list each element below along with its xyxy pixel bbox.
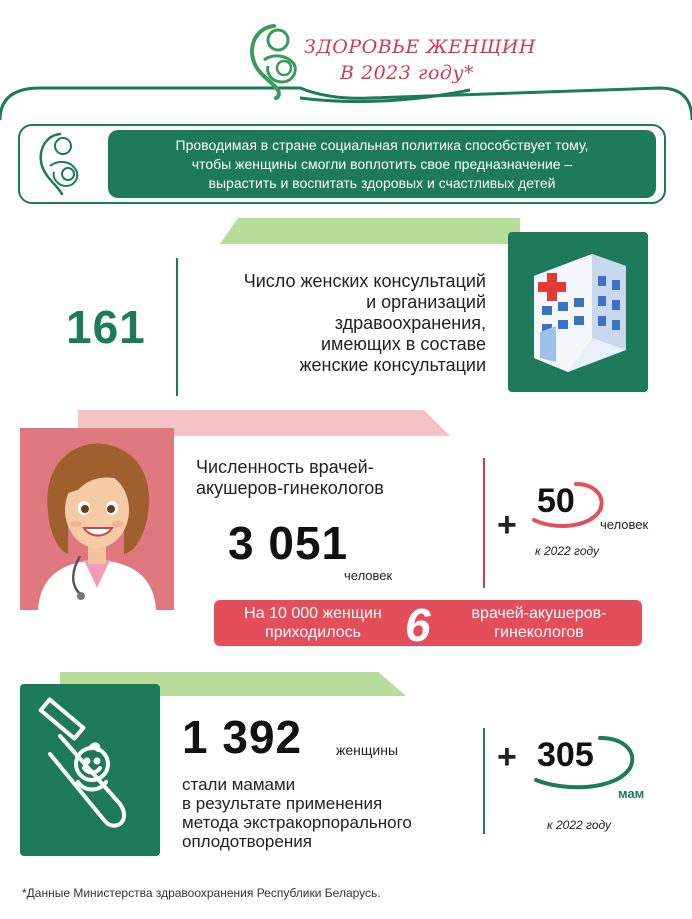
ratio-right-line-2: гинекологов (494, 624, 584, 641)
hospital-tile (508, 232, 648, 392)
mother-child-icon (30, 128, 92, 200)
consultations-label-line-4: имеющих в составе (320, 334, 486, 354)
ivf-label (182, 775, 472, 851)
doctors-delta-unit: человек (600, 517, 649, 532)
doctor-icon (20, 428, 174, 610)
consultations-label (186, 271, 486, 376)
ivf-delta-sign: + (497, 738, 517, 776)
doctors-delta-since: к 2022 году (535, 544, 599, 558)
ratio-left-line-1: На 10 000 женщин (244, 605, 382, 622)
title-line-2: В 2023 году* (340, 62, 474, 84)
ivf-label-line-3: метода экстракорпорального (182, 813, 412, 832)
consultations-label-line-3: здравоохранения, (334, 313, 486, 333)
intro-text-line-1: Проводимая в стране социальная политика способствует тому, (175, 137, 589, 153)
doctor-tile (20, 428, 174, 610)
ivf-value: 1 392 (182, 711, 303, 763)
consultations-label-line-1: Число женских консультаций (243, 271, 486, 291)
consultations-value: 161 (66, 301, 146, 353)
test-tube-baby-icon (20, 684, 160, 856)
ivf-unit: женщины (336, 742, 399, 758)
divider (483, 728, 485, 834)
doctors-label-line-2: акушеров-гинекологов (196, 478, 384, 498)
consultations-label-line-2: и организаций (366, 292, 486, 312)
ratio-left-line-2: приходилось (265, 624, 361, 641)
ratio-left-text (228, 604, 398, 642)
ratio-right-text (448, 604, 630, 642)
doctors-label-line-1: Численность врачей- (196, 457, 374, 477)
doctors-delta-sign: + (497, 506, 517, 544)
section-tab-consultations (220, 218, 520, 244)
consultations-label-line-5: женские консультации (299, 355, 486, 375)
ivf-tile (20, 684, 160, 856)
title-line-1: ЗДОРОВЬЕ ЖЕНЩИН (304, 36, 537, 58)
ivf-delta-unit: мам (618, 786, 645, 801)
ratio-right-line-1: врачей-акушеров- (471, 605, 607, 622)
intro-text-line-3: вырастить и воспитать здоровых и счастливых детей (208, 175, 556, 191)
intro-text-line-2: чтобы женщины смогли воплотить свое предназначение – (191, 156, 573, 172)
ivf-label-line-4: оплодотворения (182, 832, 312, 851)
divider (176, 258, 178, 396)
intro-text-box (108, 130, 656, 198)
footnote: *Данные Министерства здравоохранения Республики Беларусь. (22, 886, 381, 900)
ivf-label-line-2: в результате применения (182, 794, 383, 813)
divider (483, 458, 485, 588)
ivf-delta-since: к 2022 году (547, 818, 611, 832)
doctors-label (196, 457, 446, 499)
hospital-icon (508, 232, 648, 392)
doctors-unit: человек (344, 568, 393, 583)
mother-child-logo-icon (244, 20, 308, 100)
doctors-delta-value: 50 (537, 482, 575, 520)
doctors-value: 3 051 (228, 517, 349, 569)
ratio-value: 6 (405, 599, 431, 651)
ivf-delta-value: 305 (537, 736, 594, 774)
ivf-label-line-1: стали мамами (182, 775, 296, 794)
